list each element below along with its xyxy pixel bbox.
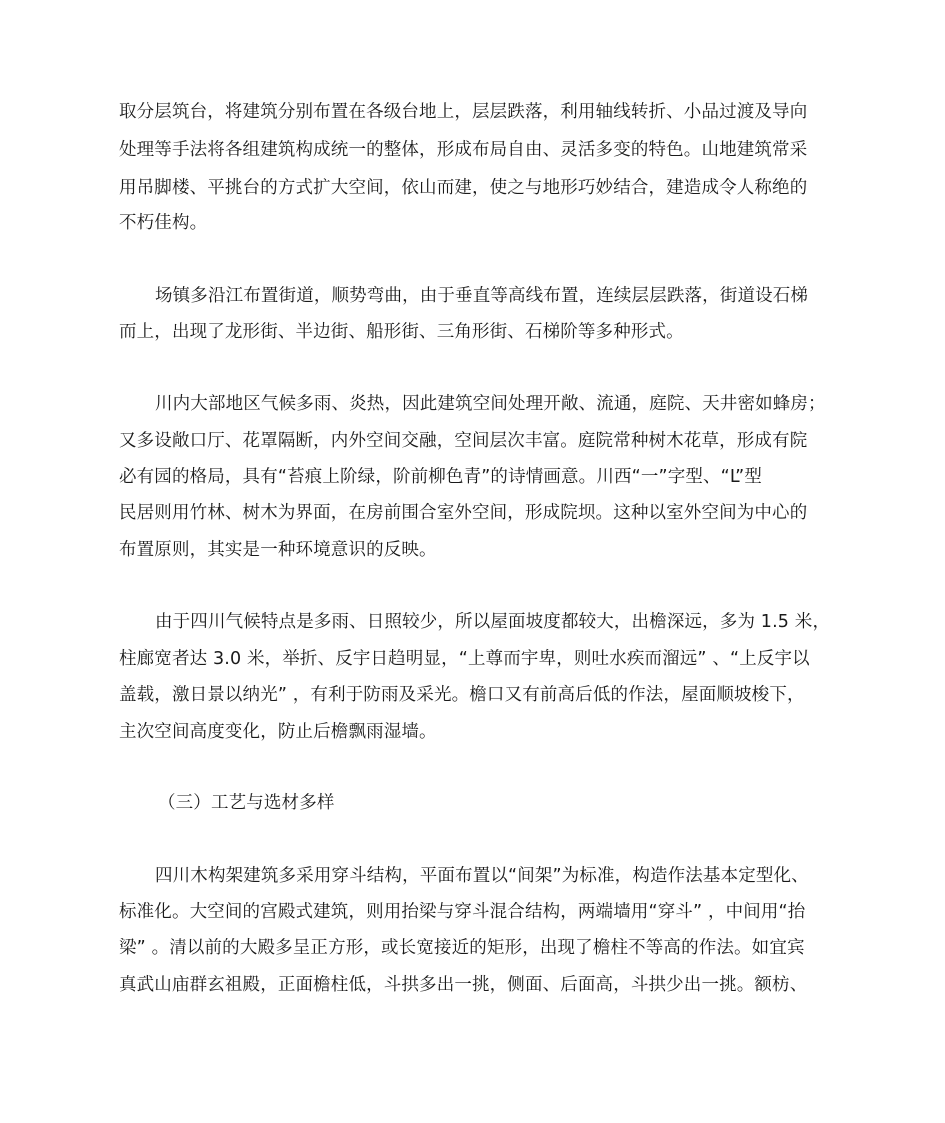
paragraph-4-line-1: 由于四川气候特点是多雨、日照较少，所以屋面坡度都较大，出檐深远，多为 1.5 米， xyxy=(155,612,831,632)
paragraph-4-line-4: 主次空间高度变化，防止后檐飘雨湿墙。 xyxy=(119,722,437,742)
section-heading: （三）工艺与选材多样 xyxy=(158,793,335,813)
paragraph-1-line-1: 取分层筑台，将建筑分别布置在各级台地上，层层跌落，利用轴线转折、小品过渡及导向 xyxy=(119,102,808,122)
paragraph-3-line-1: 川内大部地区气候多雨、炎热，因此建筑空间处理开敞、流通，庭院、天井密如蜂房； xyxy=(155,394,826,414)
paragraph-1-line-2: 处理等手法将各组建筑构成统一的整体，形成布局自由、灵活多变的特色。山地建筑常采 xyxy=(119,140,808,160)
paragraph-1-line-4: 不朽佳构。 xyxy=(119,213,208,233)
paragraph-1-line-3: 用吊脚楼、平挑台的方式扩大空间，依山而建，使之与地形巧妙结合，建造成令人称绝的 xyxy=(119,178,808,198)
paragraph-3-line-5: 布置原则，其实是一种环境意识的反映。 xyxy=(119,540,437,560)
paragraph-2-line-1: 场镇多沿江布置街道，顺势弯曲，由于垂直等高线布置，连续层层跌落，街道设石梯 xyxy=(155,286,809,306)
paragraph-5-line-3: 梁” 。清以前的大殿多呈正方形，或长宽接近的矩形，出现了檐柱不等高的作法。如宜宾 xyxy=(119,938,805,958)
paragraph-4-line-2: 柱廊宽者达 3.0 米，举折、反宇日趋明显，“上尊而宇卑，则吐水疾而溜远” 、“上反宇以 xyxy=(119,649,810,669)
paragraph-3-line-2: 又多设敞口厅、花罩隔断，内外空间交融，空间层次丰富。庭院常种树木花草，形成有院 xyxy=(119,431,808,451)
paragraph-3-line-3: 必有园的格局，具有“苔痕上阶绿，阶前柳色青”的诗情画意。川西“一”字型、“L”型 xyxy=(119,467,763,487)
paragraph-2-line-2: 而上，出现了龙形街、半边街、船形街、三角形街、石梯阶等多种形式。 xyxy=(119,322,684,342)
paragraph-3-line-4: 民居则用竹林、树木为界面，在房前围合室外空间，形成院坝。这种以室外空间为中心的 xyxy=(119,503,808,523)
paragraph-5-line-4: 真武山庙群玄祖殿，正面檐柱低，斗拱多出一挑，侧面、后面高，斗拱少出一挑。额枋、 xyxy=(119,975,808,995)
paragraph-4-line-3: 盖载，激日景以纳光” ，有利于防雨及采光。檐口又有前高后低的作法，屋面顺坡梭下， xyxy=(119,685,805,705)
paragraph-5-line-1: 四川木构架建筑多采用穿斗结构，平面布置以“间架”为标准，构造作法基本定型化、 xyxy=(155,866,809,886)
paragraph-5-line-2: 标准化。大空间的宫殿式建筑，则用抬梁与穿斗混合结构，两端墙用“穿斗” ，中间用“抬 xyxy=(119,902,806,922)
